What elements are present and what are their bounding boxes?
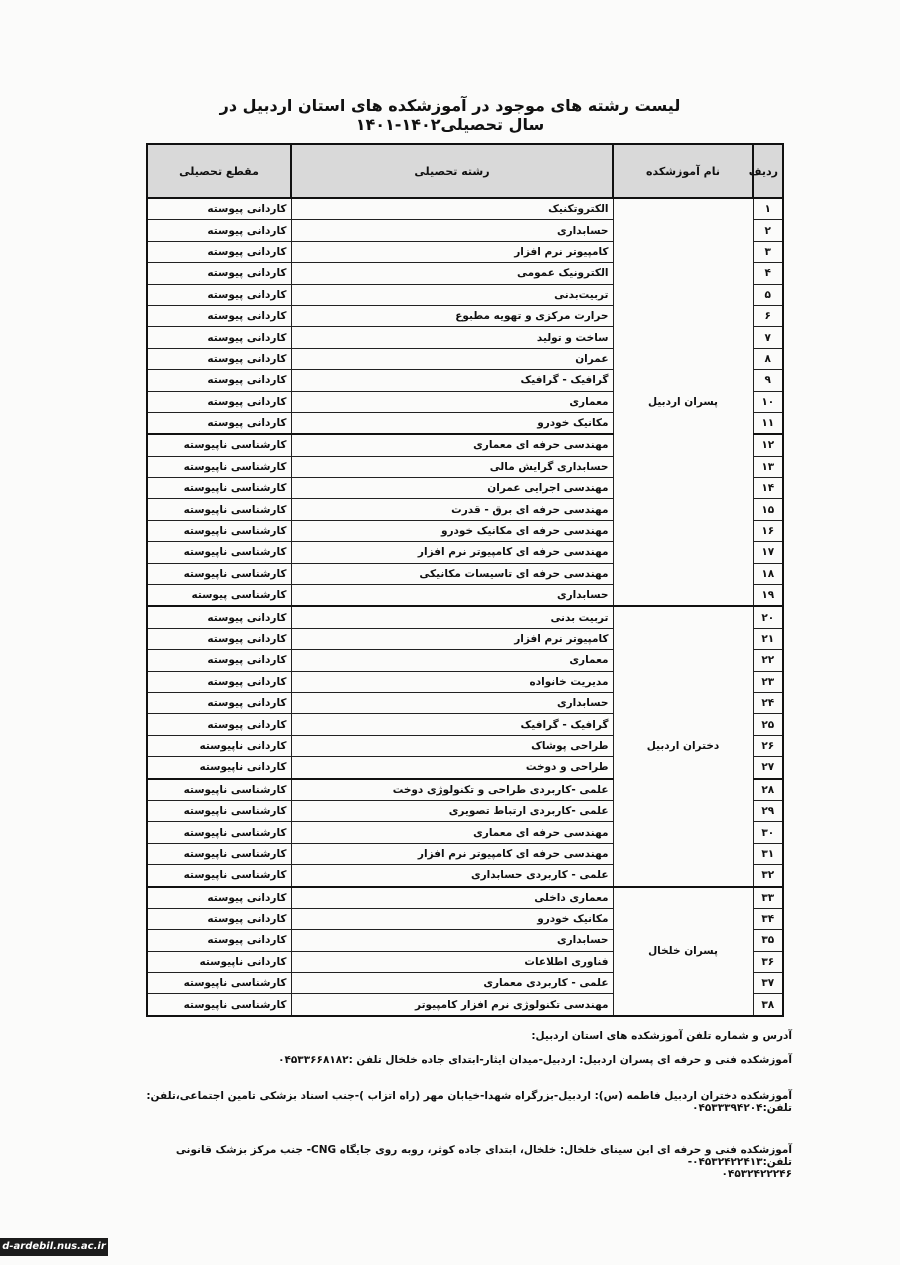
degree-level: کاردانی پیوسته [147,263,291,284]
degree-level: کاردانی پیوسته [147,220,291,241]
degree-level: کارشناسی ناپیوسته [147,499,291,520]
row-number: ۲۵ [753,714,783,735]
row-number: ۲۱ [753,628,783,649]
degree-level: کارشناسی ناپیوسته [147,478,291,499]
field-name: مهندسی حرفه ای تاسیسات مکانیکی [291,563,613,584]
field-name: معماری داخلی [291,887,613,909]
row-number: ۲۰ [753,606,783,628]
row-number: ۱۷ [753,542,783,563]
field-name: مدیریت خانواده [291,671,613,692]
row-number: ۱۵ [753,499,783,520]
field-name: الکتروتکنیک [291,198,613,220]
degree-level: کاردانی پیوسته [147,887,291,909]
degree-level: کاردانی پیوسته [147,412,291,434]
degree-level: کاردانی ناپیوسته [147,757,291,779]
row-number: ۶ [753,305,783,326]
degree-level: کارشناسی ناپیوسته [147,843,291,864]
field-name: حسابداری [291,692,613,713]
header-school: نام آموزشکده [613,144,753,198]
address-khalkhal: آموزشکده فنی و حرفه ای ابن سینای خلخال: خلخال، ابتدای جاده کوثر، روبه روی جایگاه CNG- جنب مرکز بزشک قانونی تلفن:۰۴۵۳۲۴۲۲۴۱۳- [175,1144,792,1168]
row-number: ۴ [753,263,783,284]
degree-level: کاردانی پیوسته [147,198,291,220]
row-number: ۲ [753,220,783,241]
row-number: ۲۸ [753,779,783,801]
degree-level: کاردانی پیوسته [147,606,291,628]
school-name: دختران اردبیل [613,606,753,886]
degree-level: کاردانی پیوسته [147,327,291,348]
field-name: مکانیک خودرو [291,908,613,929]
field-name: معماری [291,650,613,671]
row-number: ۱۲ [753,434,783,456]
field-name: گرافیک - گرافیک [291,370,613,391]
degree-level: کارشناسی ناپیوسته [147,822,291,843]
degree-level: کارشناسی ناپیوسته [147,865,291,887]
school-name: پسران خلخال [613,887,753,1016]
field-name: الکترونیک عمومی [291,263,613,284]
degree-level: کارشناسی ناپیوسته [147,434,291,456]
field-name: طراحی و دوخت [291,757,613,779]
degree-level: کاردانی پیوسته [147,930,291,951]
row-number: ۲۶ [753,735,783,756]
row-number: ۳۱ [753,843,783,864]
field-name: علمی - کاربردی معماری [291,973,613,994]
table-row [147,198,783,220]
row-number: ۹ [753,370,783,391]
address-boys-ardabil: آموزشکده فنی و حرفه ای پسران اردبیل: اردبیل-میدان ایثار-ابتدای جاده خلخال تلفن :۰۴۵۳۳۶۶۸۱۸۲ [278,1054,792,1066]
row-number: ۱۶ [753,520,783,541]
site-badge[interactable]: d-ardebil.nus.ac.ir [0,1238,108,1256]
page-title: لیست رشته های موجود در آموزشکده های استان اردبیل در سال تحصیلی۱۴۰۲-۱۴۰۱ [219,96,681,134]
field-name: مهندسی اجرایی عمران [291,478,613,499]
degree-level: کاردانی پیوسته [147,692,291,713]
field-name: حسابداری [291,585,613,607]
field-name: مهندسی حرفه ای معماری [291,822,613,843]
degree-level: کاردانی پیوسته [147,241,291,262]
table-row [147,887,783,909]
field-name: حسابداری [291,930,613,951]
row-number: ۲۹ [753,800,783,821]
degree-level: کارشناسی ناپیوسته [147,520,291,541]
field-name: حسابداری گرایش مالی [291,456,613,477]
field-name: عمران [291,348,613,369]
field-name: علمی -کاربردی ارتباط تصویری [291,800,613,821]
programs-table [146,143,784,1017]
row-number: ۱۳ [753,456,783,477]
field-name: علمی -کاربردی طراحی و تکنولوژی دوخت [291,779,613,801]
field-name: مهندسی حرفه ای برق - قدرت [291,499,613,520]
field-name: طراحی پوشاک [291,735,613,756]
row-number: ۲۷ [753,757,783,779]
field-name: مکانیک خودرو [291,412,613,434]
row-number: ۱۹ [753,585,783,607]
degree-level: کاردانی پیوسته [147,628,291,649]
field-name: مهندسی تکنولوژی نرم افزار کامپیوتر [291,994,613,1016]
field-name: مهندسی حرفه ای مکانیک خودرو [291,520,613,541]
degree-level: کارشناسی ناپیوسته [147,973,291,994]
row-number: ۳۳ [753,887,783,909]
header-level: مقطع تحصیلی [147,144,291,198]
field-name: تربیت‌بدنی [291,284,613,305]
row-number: ۷ [753,327,783,348]
row-number: ۳۲ [753,865,783,887]
row-number: ۵ [753,284,783,305]
row-number: ۳ [753,241,783,262]
degree-level: کاردانی پیوسته [147,284,291,305]
header-field: رشته تحصیلی [291,144,613,198]
degree-level: کارشناسی پیوسته [147,585,291,607]
row-number: ۳۰ [753,822,783,843]
degree-level: کاردانی پیوسته [147,908,291,929]
degree-level: کاردانی پیوسته [147,370,291,391]
row-number: ۳۷ [753,973,783,994]
row-number: ۱ [753,198,783,220]
field-name: علمی - کاربردی حسابداری [291,865,613,887]
degree-level: کاردانی پیوسته [147,348,291,369]
degree-level: کارشناسی ناپیوسته [147,994,291,1016]
row-number: ۱۰ [753,391,783,412]
addresses-section [142,1030,792,1180]
row-number: ۱۴ [753,478,783,499]
row-number: ۳۸ [753,994,783,1016]
field-name: ساخت و تولید [291,327,613,348]
table-header-row [147,144,783,198]
degree-level: کارشناسی ناپیوسته [147,800,291,821]
field-name: فناوری اطلاعات [291,951,613,972]
addresses-heading: آدرس و شماره تلفن آموزشکده های استان اردبیل: [531,1030,792,1042]
row-number: ۱۸ [753,563,783,584]
field-name: کامپیوتر نرم افزار [291,241,613,262]
row-number: ۳۴ [753,908,783,929]
field-name: مهندسی حرفه ای کامپیوتر نرم افزار [291,542,613,563]
field-name: مهندسی حرفه ای کامپیوتر نرم افزار [291,843,613,864]
field-name: مهندسی حرفه ای معماری [291,434,613,456]
row-number: ۳۶ [753,951,783,972]
degree-level: کارشناسی ناپیوسته [147,542,291,563]
degree-level: کارشناسی ناپیوسته [147,456,291,477]
degree-level: کاردانی پیوسته [147,714,291,735]
address-khalkhal-phone: ۰۴۵۳۲۴۲۲۲۴۶ [721,1168,792,1180]
degree-level: کاردانی پیوسته [147,391,291,412]
degree-level: کاردانی پیوسته [147,650,291,671]
field-name: حرارت مرکزی و تهویه مطبوع [291,305,613,326]
field-name: معماری [291,391,613,412]
row-number: ۲۴ [753,692,783,713]
row-number: ۳۵ [753,930,783,951]
field-name: کامپیوتر نرم افزار [291,628,613,649]
header-row-number: ردیف [753,144,783,198]
degree-level: کاردانی ناپیوسته [147,735,291,756]
table-row [147,606,783,628]
degree-level: کاردانی ناپیوسته [147,951,291,972]
field-name: گرافیک - گرافیک [291,714,613,735]
row-number: ۸ [753,348,783,369]
school-name: پسران اردبیل [613,198,753,606]
degree-level: کارشناسی ناپیوسته [147,779,291,801]
table-body [147,198,783,1016]
degree-level: کاردانی پیوسته [147,671,291,692]
address-girls-ardabil: آموزشکده دختران اردبیل فاطمه (س): اردبیل-بزرگراه شهدا-خیابان مهر (راه اتزاب )-جنب اسناد بزشکی تامین اجتماعی،تلفن: تلفن:۰۴۵۳۳۳۹۴۲۰۴ [146,1090,792,1114]
row-number: ۲۳ [753,671,783,692]
field-name: تربیت بدنی [291,606,613,628]
degree-level: کاردانی پیوسته [147,305,291,326]
degree-level: کارشناسی ناپیوسته [147,563,291,584]
field-name: حسابداری [291,220,613,241]
row-number: ۱۱ [753,412,783,434]
row-number: ۲۲ [753,650,783,671]
